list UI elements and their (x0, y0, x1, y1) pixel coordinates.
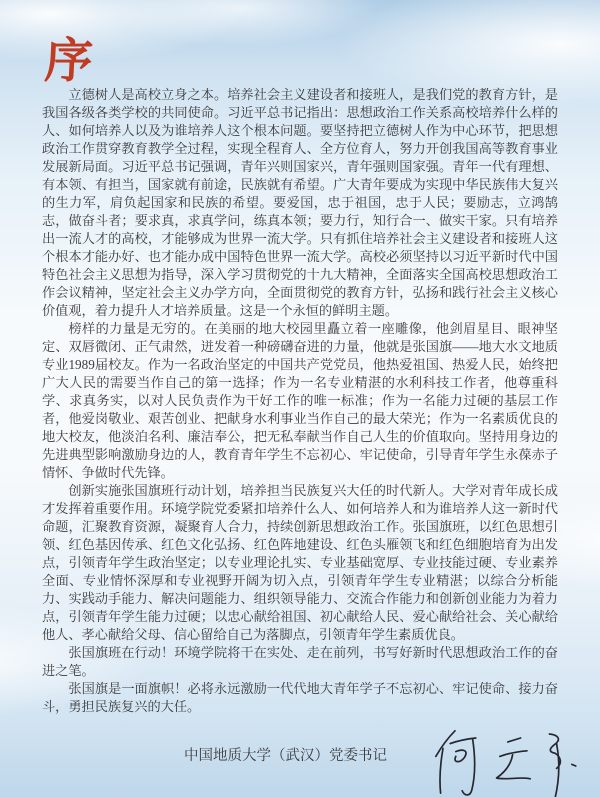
preface-body (42, 86, 558, 797)
handwritten-signature-icon (423, 726, 583, 797)
signature-row (42, 732, 558, 797)
paragraph-5: 张国旗是一面旗帜！必将永远激励一代代地大青年学子不忘初心、牢记使命、接力奋斗，勇担民族复兴的大任。 (42, 681, 558, 714)
paragraph-4: 张国旗班在行动！环境学院将干在实处、走在前列，书写好新时代思想政治工作的奋进之笔。 (42, 645, 558, 678)
paragraph-3: 创新实施张国旗班行动计划，培养担当民族复兴大任的时代新人。大学对青年成长成才发挥着重要作用。环境学院党委紧扣培养什么人、如何培养人和为谁培养人这一新时代命题，汇聚教育资源，凝聚育人合力，持续创新思想政治工作。张国旗班，以红色思想引领、红色基因传承、红色文化弘扬、红色阵地建设、红色头雁领飞和红色细胞培育为出发点，引领青年学生政治坚定；以专业理论扎实、专业基础宽厚、专业技能过硬、专业素养全面、专业情怀深厚和专业视野开阔为切入点，引领青年学生专业精湛；以综合分析能力、实践动手能力、解决问题能力、组织领导能力、交流合作能力和创新创业能力为着力点，引领青年学生能力过硬；以忠心献给祖国、初心献给人民、爱心献给社会、关心献给他人、孝心献给父母、信心留给自己为落脚点，引领青年学生素质优良。 (42, 483, 558, 642)
paragraph-1: 立德树人是高校立身之本。培养社会主义建设者和接班人，是我们党的教育方针，是我国各级各类学校的共同使命。习近平总书记指出：思想政治工作关系高校培养什么样的人、如何培养人以及为谁培养人这个根本问题。要坚持把立德树人作为中心环节，把思想政治工作贯穿教育教学全过程，实现全程育人、全方位育人，努力开创我国高等教育事业发展新局面。习近平总书记强调，青年兴则国家兴，青年强则国家强。青年一代有理想、有本领、有担当，国家就有前途，民族就有希望。广大青年要成为实现中华民族伟大复兴的生力军，肩负起国家和民族的希望。要爱国，忠于祖国，忠于人民；要励志，立鸿鹄志，做奋斗者；要求真，求真学问，练真本领；要力行，知行合一、做实干家。只有培养出一流人才的高校，才能够成为世界一流大学。只有抓住培养社会主义建设者和接班人这个根本才能办好、也才能办成中国特色世界一流大学。高校必须坚持以习近平新时代中国特色社会主义思想为指导，深入学习贯彻党的十九大精神，全面落实全国高校思想政治工作会议精神，坚定社会主义办学方向，全面贯彻党的教育方针，弘扬和践行社会主义核心价值观，着力提升人才培养质量。这是一个永恒的鲜明主题。 (42, 87, 558, 318)
page-title: 序 (43, 35, 95, 88)
signature-role: 中国地质大学（武汉）党委书记 (184, 748, 387, 764)
paragraph-2: 榜样的力量是无穷的。在美丽的地大校园里矗立着一座雕像，他剑眉星目、眼神坚定、双唇微闭、正气肃然，迸发着一种磅礴奋进的力量，他就是张国旗——地大水文地质专业1989届校友。作为一名政治坚定的中国共产党党员，他热爱祖国、热爱人民，始终把广大人民的需要当作自己的第一选择；作为一名专业精湛的水利科技工作者，他尊重科学、求真务实，以对人民负责作为干好工作的唯一标准；作为一名能力过硬的基层工作者，他爱岗敬业、艰苦创业、把献身水利事业当作自己的最大荣光；作为一名素质优良的地大校友，他淡泊名利、廉洁奉公，把无私奉献当作自己人生的价值取向。坚持用身边的先进典型影响激励身边的人，教育青年学生不忘初心、牢记使命，引导青年学生永葆赤子情怀、争做时代先锋。 (42, 321, 558, 480)
